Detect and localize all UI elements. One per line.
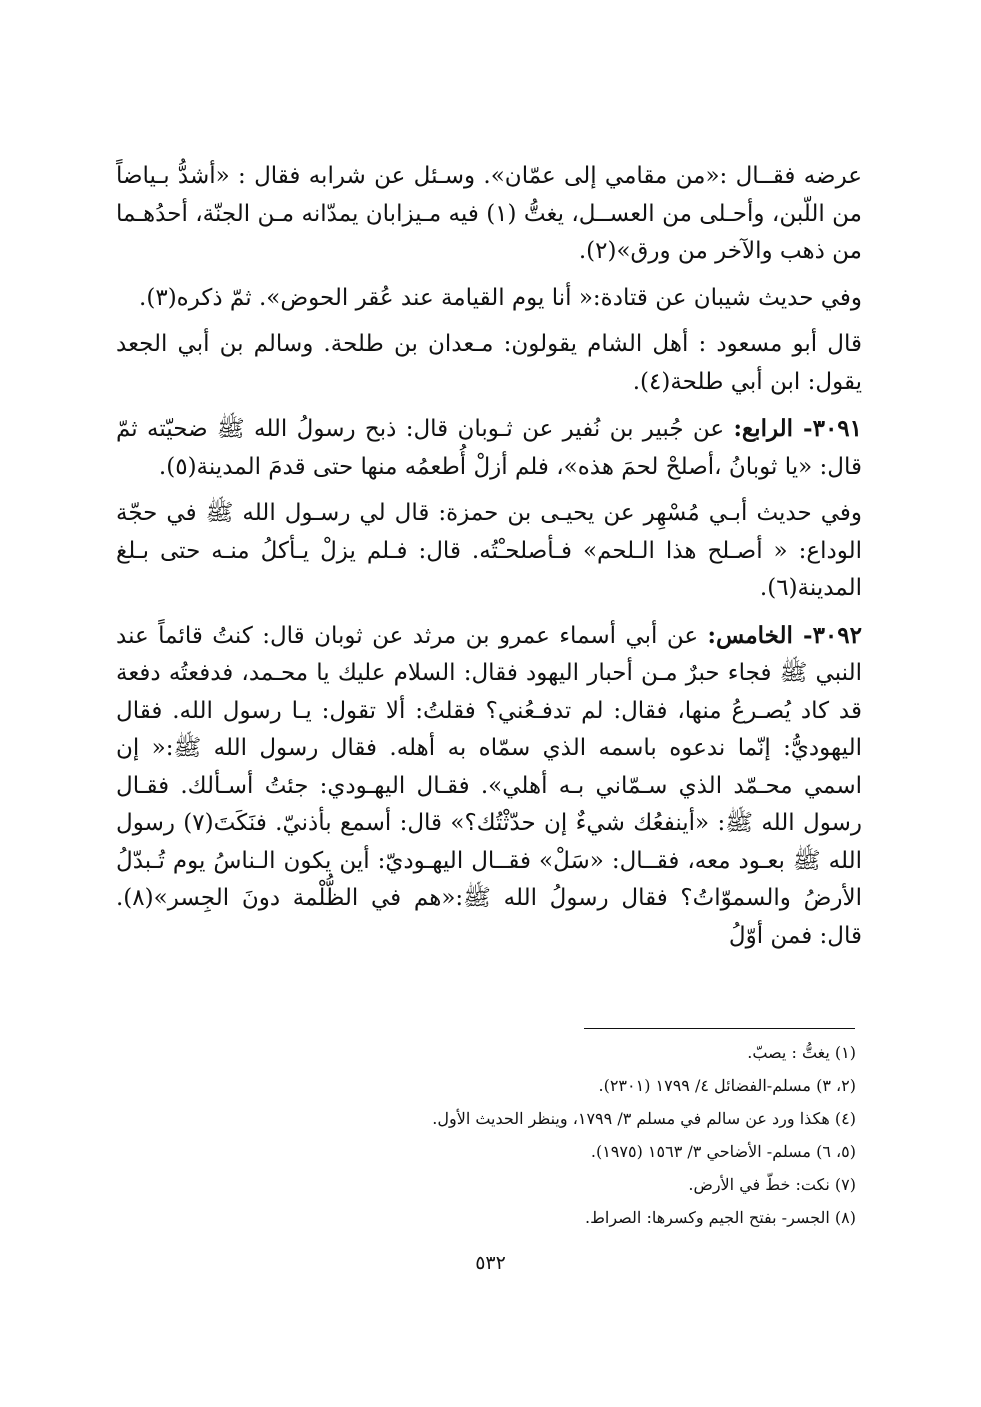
footnote-2-3: (٢، ٣) مسلم-الفضائل ٤/ ١٧٩٩ (٢٣٠١).: [598, 1076, 856, 1095]
paragraph-text: قال أبو مسعود : أهل الشام يقولون: مـعدان بن طلحة. وسالم بن أبي الجعد يقول: ابن أبي طلحة(٤).: [116, 331, 862, 395]
paragraph-3: [116, 326, 862, 401]
paragraph-1: [116, 158, 862, 271]
footnotes: [116, 1036, 856, 1234]
footnote-divider: [584, 1028, 855, 1029]
paragraph-text: عن أبي أسماء عمرو بن مرثد عن ثوبان قال: كنتُ قائماً عند النبي ﷺ فجاء حبرٌ مـن أحبار اليهود فقال: السلام عليك يا محـمد، فدفعتُه دفعة قد كاد يُصـرعُ منها، فقال: لم تدفـعُني؟ فقلتُ: ألا تقول: يـا رسول الله. فقال اليهوديُّ: إنّما ندعوه باسمه الذي سمّاه به أهله. فقال رسول الله ﷺ:« إن اسمي محـمّد الذي سـمّاني بـه أهلي». فقـال اليهـودي: جئتُ أسـألك. فقـال رسول الله ﷺ: «أينفعُك شيءٌ إن حدّثْتُك؟» قال: أسمع بأذنيّ. فنَكَتَ(٧) رسول الله ﷺ بعـود معه، فقــال: «سَلْ» فقــال اليهـوديّ: أين يكون الـناسُ يوم تُـبدّلُ الأرضُ والسموّاتُ؟ فقال رسولُ الله ﷺ:«هم في الظُّلْمة دونَ الجِسر»(٨). قال: فمن أوّلُ: [116, 622, 863, 949]
main-text: [116, 158, 862, 955]
hadith-number: ٣٠٩٢- الخامس:: [707, 621, 862, 649]
page-number: ٥٣٢: [475, 1252, 506, 1274]
footnote-5-6: (٥، ٦) مسلم- الأضاحي ٣/ ١٥٦٣ (١٩٧٥).: [590, 1142, 856, 1161]
footnote-7: (٧) نكت: خطّ في الأرض.: [688, 1175, 856, 1194]
hadith-number: ٣٠٩١- الرابع:: [733, 415, 863, 442]
footnote-8: (٨) الجسر- بفتح الجيم وكسرها: الصراط.: [585, 1208, 856, 1227]
footnote-4: (٤) هكذا ورد عن سالم في مسلم ٣/ ١٧٩٩، وينظر الحديث الأول.: [432, 1109, 856, 1128]
paragraph-2: [116, 280, 862, 318]
paragraph-text: عرضه فقــال :«من مقامي إلى عمّان». وسـئل عن شرابه فقال : «أشدُّ بـياضاً من اللّبن، وأحـلى من العســل، يغتُّ (١) فيه مـيزابان يمدّانه مـن الجنّة، أحدُهـما من ذهب والآخر من ورق»(٢).: [116, 163, 862, 264]
paragraph-text: وفي حديث شيبان عن قتادة:« أنا يوم القيامة عند عُقر الحوض». ثمّ ذكره(٣).: [139, 284, 862, 311]
paragraph-text: عن جُبير بن نُفير عن ثـوبان قال: ذبح رسولُ الله ﷺ ضحيّته ثمّ قال: «يا ثوبانُ ،أصلحْ لحمَ هذه»، فلم أزلْ أُطعمُه منها حتى قدمَ المدينة(٥).: [116, 416, 862, 480]
paragraph-text: وفي حديث أبـي مُسْهِر عن يحيـى بن حمزة: قال لي رسـول الله ﷺ في حجّة الوداع: « أصـلح هذا الـلحم» فـأصلحـْتُه. قال: فـلم يزلْ يـأكلُ منـه حتى بـلغ المدينة(٦).: [116, 500, 862, 601]
hadith-3091: [116, 410, 862, 486]
paragraph-5: [116, 495, 862, 608]
footnote-1: (١) يغتُّ : يصبّ.: [747, 1043, 856, 1062]
hadith-3092: [116, 617, 862, 956]
